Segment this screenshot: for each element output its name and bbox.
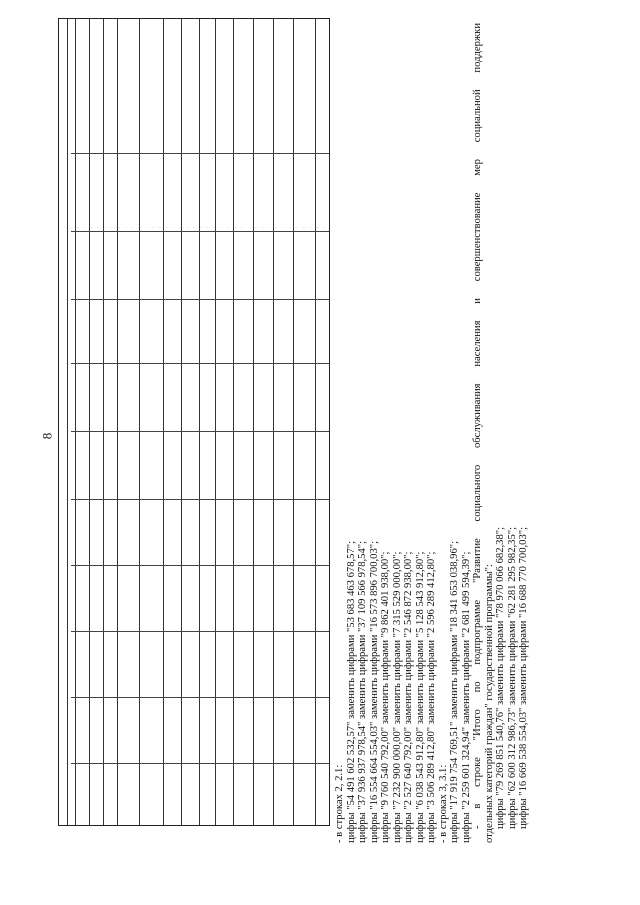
tiny-cell: … [302, 226, 305, 229]
text-line: цифры "54 491 602 532,57" заменить цифрами "53 683 463 678,57"; [345, 540, 357, 843]
text-line: цифры "2 527 640 792,00" заменить цифрами "2 546 872 938,00"; [403, 551, 414, 843]
text-line: цифры "37 936 937 978,54" заменить цифрами "37 109 566 978,54"; [357, 540, 368, 843]
tiny-cell: … [233, 226, 237, 229]
tiny-cell: … [117, 226, 121, 229]
tiny-cell: … [322, 226, 326, 229]
tiny-cell: … [281, 226, 285, 229]
tiny-cell: … [315, 226, 319, 229]
rotated-table [58, 18, 330, 826]
table-row-line [71, 763, 329, 764]
text-line: цифры "16 669 538 554,03" заменить цифрами "16 688 770 700,03"; [518, 526, 529, 829]
tiny-cell: … [247, 226, 251, 229]
table-column-line [293, 19, 294, 825]
tiny-cell: … [308, 226, 312, 229]
table-column-line [163, 19, 164, 825]
tiny-cell: … [288, 226, 291, 229]
tiny-cell: … [172, 226, 175, 229]
tiny-cell: … [240, 226, 244, 229]
table-column-line [139, 19, 140, 825]
table-column-line [315, 19, 316, 825]
amendment-text-block [334, 23, 580, 843]
table-row-line [71, 697, 329, 698]
tiny-cell: … [90, 226, 93, 229]
tiny-cell: … [199, 226, 203, 229]
text-line: цифры "16 554 664 554,03" заменить цифрами "16 573 896 700,03"; [368, 540, 380, 843]
tiny-cell: … [124, 226, 128, 229]
table-column-line [181, 19, 182, 825]
tiny-cell: … [213, 226, 216, 229]
text-line: - в строке "Итого по подпрограмме "Развитие социального обслуживания населения и совершенствование мер социальной поддержки [472, 23, 483, 829]
tiny-cell: … [254, 226, 257, 229]
tiny-cell: … [110, 226, 114, 229]
table-row-line [71, 299, 329, 300]
table-column-line [75, 19, 76, 825]
text-line: цифры "79 269 851 540,76" заменить цифрами "78 970 066 682,38"; [495, 526, 506, 829]
tiny-cell: … [70, 226, 73, 229]
table-column-line [253, 19, 254, 825]
table-row-line [71, 431, 329, 432]
tiny-cell: … [97, 226, 100, 229]
table-column-line [215, 19, 216, 825]
text-line: цифры "6 038 543 912,80" заменить цифрами "5 128 543 912,80"; [414, 551, 426, 843]
tiny-cell: … [165, 226, 169, 229]
table-column-line [67, 19, 68, 825]
tiny-cell: … [179, 226, 182, 229]
table-row-line [71, 565, 329, 566]
table-column-line [89, 19, 90, 825]
text-line: отдельных категорий граждан" государственной программы": [483, 564, 495, 843]
tiny-cell: … [274, 226, 278, 229]
table-column-line [103, 19, 104, 825]
table-row-line [71, 631, 329, 632]
text-line: цифры "62 600 312 986,73" заменить цифрами "62 281 295 982,35"; [506, 526, 518, 829]
tiny-cell: … [192, 226, 196, 229]
tiny-cell: … [131, 226, 134, 229]
table-column-line [273, 19, 274, 825]
table-column-line [117, 19, 118, 825]
tiny-cell: … [138, 226, 141, 229]
text-line: цифры "17 919 754 769,51" заменить цифрами "18 341 653 038,96"; [449, 540, 460, 843]
tiny-cell: … [158, 226, 162, 229]
tiny-cell: … [104, 226, 107, 229]
tiny-cell: … [186, 226, 189, 229]
table-column-line [199, 19, 200, 825]
text-line: цифры "2 259 601 324,94" заменить цифрами "2 681 499 594,39"; [460, 551, 472, 843]
tiny-cell: … [268, 226, 271, 229]
tiny-cell: … [261, 226, 264, 229]
tiny-cell: … [220, 226, 223, 229]
text-line: - в строках 3, 3.1: [437, 764, 449, 843]
tiny-cell: … [151, 226, 155, 229]
tiny-cell: … [145, 226, 148, 229]
page-number: 8 [39, 432, 55, 440]
tiny-cell: … [227, 226, 230, 229]
text-line: цифры "9 760 540 792,00" заменить цифрами "9 862 401 938,00"; [380, 551, 391, 843]
table-tiny-cell-text [70, 226, 328, 250]
tiny-cell: … [83, 226, 87, 229]
table-row-line [71, 153, 329, 154]
tiny-cell: … [206, 226, 210, 229]
text-line: цифры "3 506 289 412,80" заменить цифрами "2 596 289 412,80"; [426, 551, 437, 843]
table-row-line [71, 499, 329, 500]
text-line: цифры "7 232 900 000,00" заменить цифрами "7 315 529 000,00"; [391, 551, 403, 843]
text-line: - в строках 2, 2.1: [334, 764, 345, 843]
table-row-line [71, 363, 329, 364]
tiny-cell: … [76, 226, 80, 229]
table-column-line [233, 19, 234, 825]
tiny-cell: … [295, 226, 298, 229]
